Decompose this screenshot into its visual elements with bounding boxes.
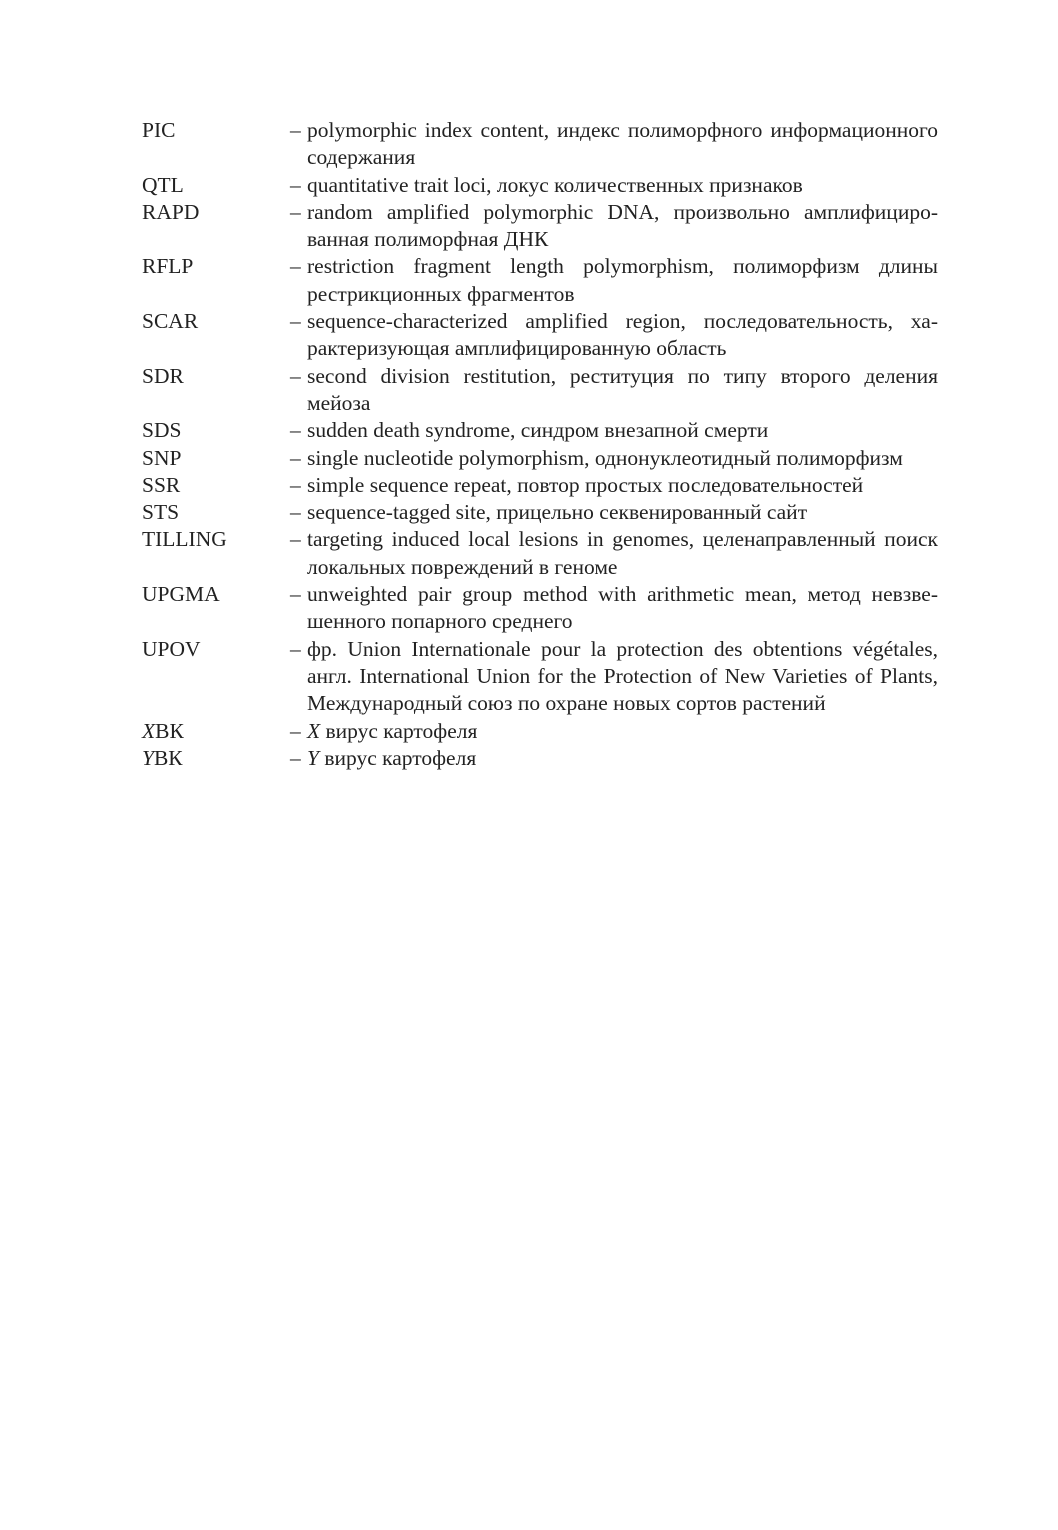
abbreviation-definition: sudden death syndrome, синдром внезапной смерти [307, 418, 769, 443]
dash: – [290, 418, 301, 443]
abbreviation-term: SNP [142, 445, 182, 470]
dash: – [290, 636, 301, 661]
virus-letter: Y [307, 745, 319, 770]
abbreviation-term [142, 718, 290, 745]
abbreviation-term: SCAR [142, 309, 199, 334]
abbreviation-term: PIC [142, 118, 176, 142]
dash: – [290, 199, 301, 224]
list-item [142, 745, 938, 772]
dash: – [290, 309, 301, 334]
abbreviation-term [142, 745, 290, 772]
dash: – [290, 118, 301, 142]
list-item [142, 526, 938, 581]
abbreviation-term: UPOV [142, 636, 201, 661]
dash: – [290, 363, 301, 388]
list-item [142, 472, 938, 499]
list-item [142, 253, 938, 308]
list-item [142, 308, 938, 363]
list-item [142, 499, 938, 526]
abbreviation-term: UPGMA [142, 582, 220, 607]
abbreviation-definition: фр. Union Internationale pour la protection des obtentions végétales, англ. International Union for the Protection of New Varieties of Plants, Международный союз по охране новых сортов растений [307, 636, 938, 716]
abbreviation-definition: restriction fragment length polymorphism, полиморфизм длины рестрикционных фрагментов [307, 254, 938, 306]
abbreviation-term: RAPD [142, 199, 200, 224]
list-item [142, 117, 938, 172]
abbreviation-definition: вирус картофеля [320, 718, 478, 743]
dash: – [290, 718, 301, 743]
abbreviation-term: STS [142, 500, 180, 525]
dash: – [290, 254, 301, 279]
virus-letter: X [307, 718, 321, 743]
abbreviation-definition: quantitative trait loci, локус количественных признаков [307, 172, 803, 197]
abbreviation-definition: targeting induced local lesions in genomes, целенаправленный поиск локальных повреждений в геноме [307, 527, 938, 579]
abbreviation-definition: simple sequence repeat, повтор простых последовательностей [307, 472, 864, 497]
abbreviation-definition: single nucleotide polymorphism, однонуклеотидный полиморфизм [307, 445, 903, 470]
abbreviation-definition: sequence-tagged site, прицельно секвенированный сайт [307, 500, 808, 525]
list-item [142, 417, 938, 444]
abbreviation-list [142, 117, 938, 772]
list-item [142, 199, 938, 254]
list-item [142, 172, 938, 199]
abbreviation-definition: polymorphic index content, индекс полиморфного информационного содержания [307, 118, 938, 170]
term-suffix: ВК [153, 745, 183, 770]
abbreviation-term: SDR [142, 363, 184, 388]
dash: – [290, 445, 301, 470]
virus-letter: Y [142, 745, 154, 770]
abbreviation-definition: вирус картофеля [318, 745, 477, 770]
abbreviation-definition: random amplified polymorphic DNA, произвольно амплифицированная полиморфная ДНК [307, 199, 938, 252]
dash: – [290, 472, 301, 497]
abbreviation-term: QTL [142, 172, 184, 197]
abbreviation-term: TILLING [142, 527, 227, 552]
dash: – [290, 527, 301, 552]
virus-letter: X [142, 718, 156, 743]
list-item [142, 445, 938, 472]
abbreviation-term: SSR [142, 472, 181, 497]
dash: – [290, 582, 301, 607]
list-item [142, 363, 938, 418]
dash: – [290, 500, 301, 525]
abbreviation-term: RFLP [142, 254, 194, 279]
abbreviation-definition: sequence-characterized amplified region, последовательность, характеризующая амплифицированную область [307, 309, 938, 361]
abbreviation-definition: unweighted pair group method with arithmetic mean, метод невзвешенного попарного среднего [307, 582, 938, 634]
abbreviation-definition: second division restitution, реституция по типу второго деления мейоза [307, 363, 938, 415]
list-item [142, 636, 938, 718]
abbreviation-term: SDS [142, 418, 182, 443]
list-item [142, 718, 938, 745]
dash: – [290, 172, 301, 197]
dash: – [290, 745, 301, 770]
term-suffix: ВК [155, 718, 184, 743]
list-item [142, 581, 938, 636]
